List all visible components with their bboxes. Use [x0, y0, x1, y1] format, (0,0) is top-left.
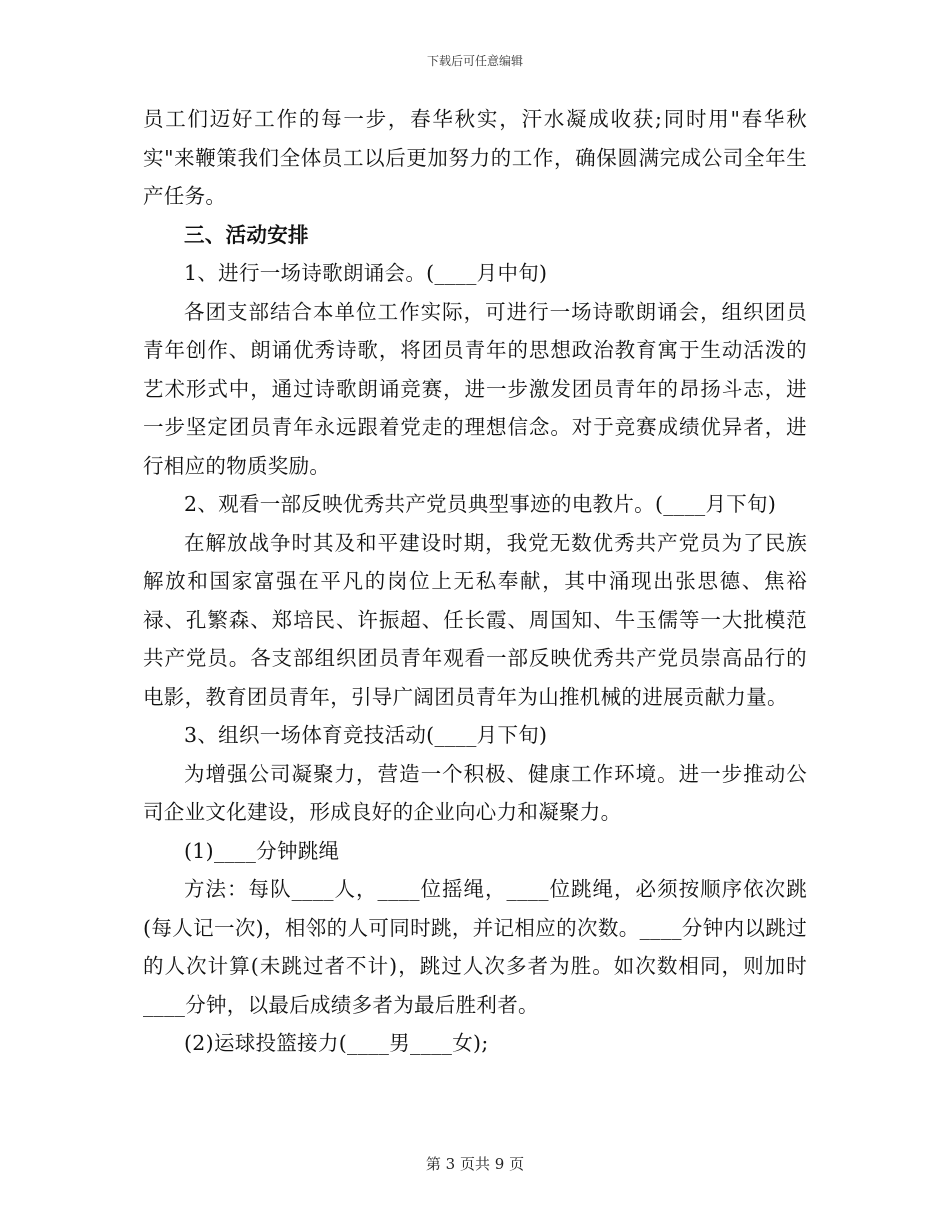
subitem-1-title: (1)____分钟跳绳: [184, 838, 340, 863]
item-2-title: 2、观看一部反映优秀共产党员典型事迹的电教片。(____月下旬): [184, 492, 777, 516]
paragraph-1: 员工们迈好工作的每一步，春华秋实，汗水凝成收获;同时用"春华秋实"来鞭策我们全体员工以后更加努力的工作，确保圆满完成公司全年生产任务。: [143, 107, 807, 208]
item-2-body: 在解放战争时其及和平建设时期，我党无数优秀共产党员为了民族解放和国家富强在平凡的岗位上无私奉献，其中涌现出张思德、焦裕禄、孔繁森、郑培民、许振超、任长霞、周国知、牛玉儒等一大批模范共产党员。各支部组织团员青年观看一部反映优秀共产党员崇高品行的电影，教育团员青年，引导广阔团员青年为山推机械的进展贡献力量。: [143, 530, 807, 709]
item-3-body: 为增强公司凝聚力，营造一个积极、健康工作环境。进一步推动公司企业文化建设，形成良好的企业向心力和凝聚力。: [143, 761, 807, 824]
section-heading: 三、活动安排: [184, 222, 309, 247]
subitem-2-title: (2)运球投篮接力(____男____女);: [184, 1031, 489, 1055]
item-3-title: 3、组织一场体育竞技活动(____月下旬): [184, 723, 548, 747]
subitem-1-body: 方法：每队____人，____位摇绳，____位跳绳，必须按顺序依次跳(每人记一次)，相邻的人可同时跳，并记相应的次数。____分钟内以跳过的人次计算(未跳过者不计)，跳过人次多者为胜。如次数相同，则加时____分钟，以最后成绩多者为最后胜利者。: [143, 877, 807, 1017]
document-body: [143, 100, 807, 1063]
page-header: 下载后可任意编辑: [426, 54, 523, 68]
page-footer: 第 3 页共 9 页: [425, 1155, 525, 1173]
item-1-title: 1、进行一场诗歌朗诵会。(____月中旬): [184, 261, 548, 285]
item-1-body: 各团支部结合本单位工作实际，可进行一场诗歌朗诵会，组织团员青年创作、朗诵优秀诗歌，将团员青年的思想政治教育寓于生动活泼的艺术形式中，通过诗歌朗诵竞赛，进一步激发团员青年的昂扬斗志，进一步坚定团员青年永远跟着党走的理想信念。对于竞赛成绩优异者，进行相应的物质奖励。: [143, 299, 807, 478]
